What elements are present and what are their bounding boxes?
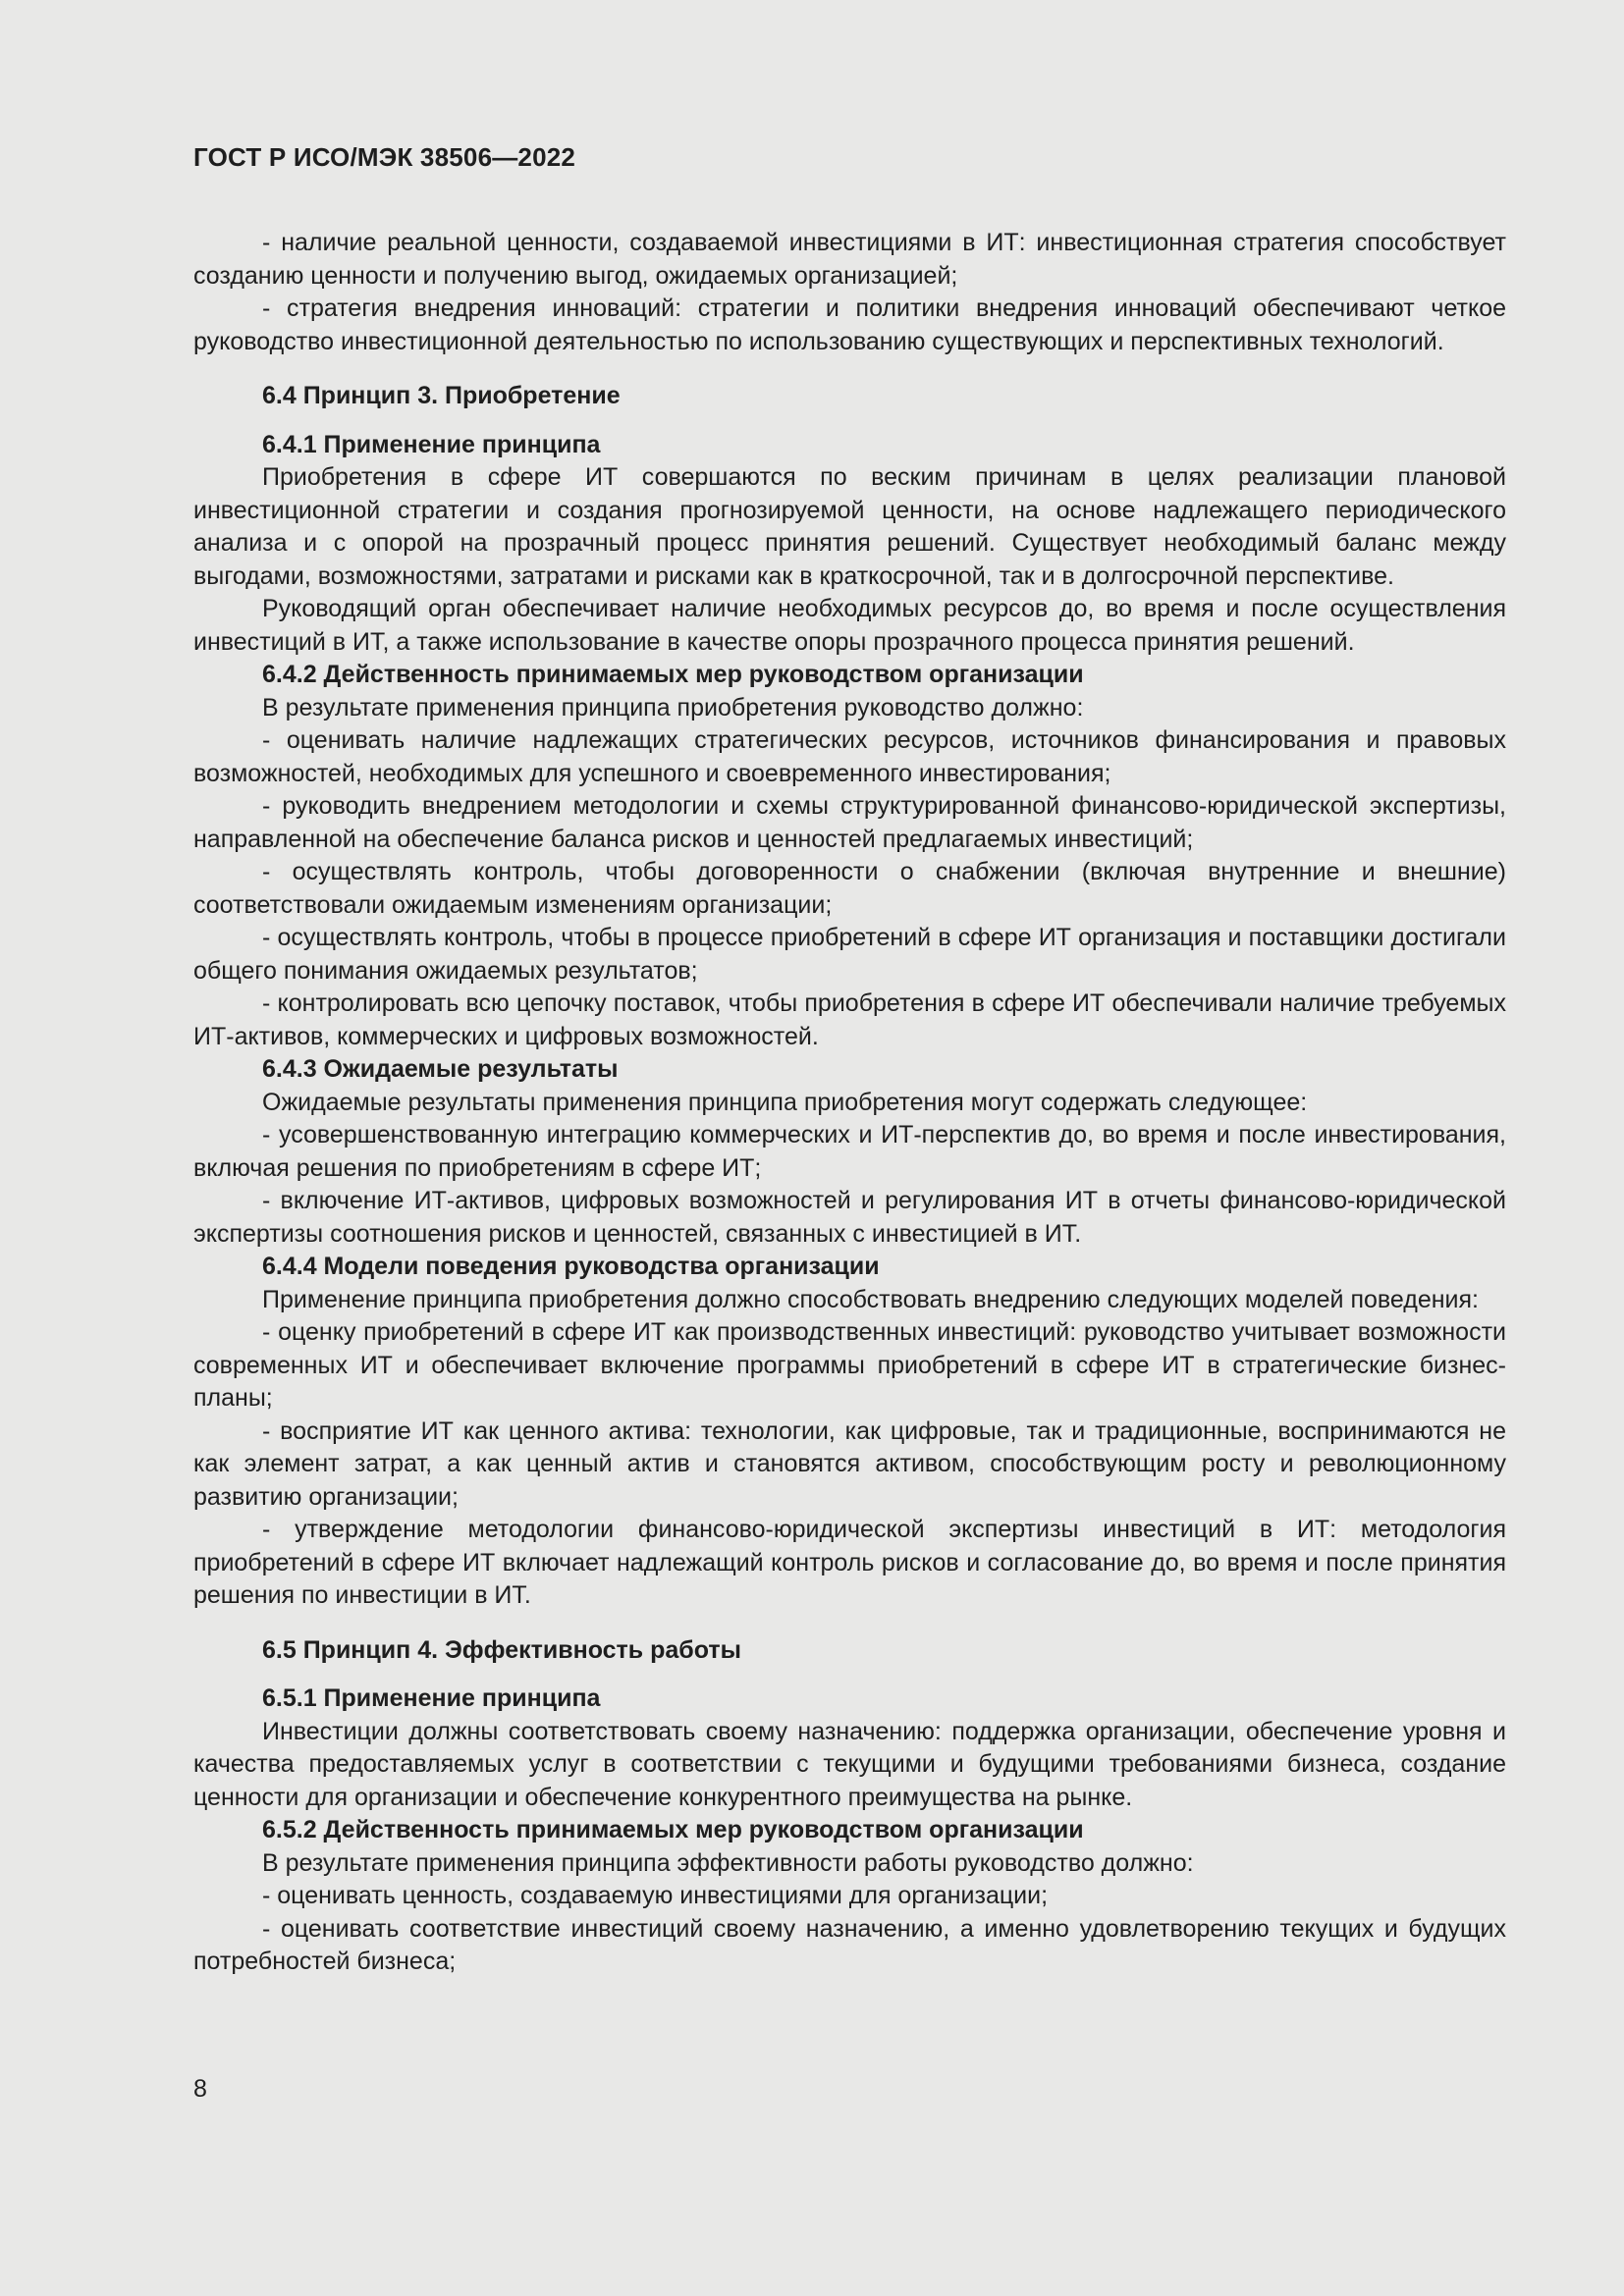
section-heading: 6.5.2 Действенность принимаемых мер руководством организации bbox=[262, 1816, 1084, 1843]
body-paragraph: - включение ИТ-активов, цифровых возможностей и регулирования ИТ в отчеты финансово-юридической экспертизы соотношения рисков и ценностей, связанных с инвестицией в ИТ. bbox=[193, 1187, 1506, 1248]
body-paragraph: - осуществлять контроль, чтобы в процессе приобретений в сфере ИТ организация и поставщики достигали общего понимания ожидаемых результатов; bbox=[193, 924, 1506, 985]
body-paragraph: - оценивать ценность, создаваемую инвестициями для организации; bbox=[262, 1882, 1049, 1909]
document-body bbox=[193, 227, 1506, 1979]
section-heading: 6.5 Принцип 4. Эффективность работы bbox=[262, 1635, 741, 1664]
body-paragraph: Ожидаемые результаты применения принципа приобретения могут содержать следующее: bbox=[262, 1088, 1308, 1116]
section-heading: 6.4.3 Ожидаемые результаты bbox=[262, 1055, 619, 1083]
body-paragraph: - стратегия внедрения инноваций: стратегии и политики внедрения инноваций обеспечивают четкое руководство инвестиционной деятельностью по использованию существующих и перспективных технологий. bbox=[193, 294, 1506, 355]
body-paragraph: Приобретения в сфере ИТ совершаются по веским причинам в целях реализации плановой инвестиционной стратегии и создания прогнозируемой ценности, на основе надлежащего периодического анализа и с опорой на прозрачный процесс принятия решений. Существует необходимый баланс между выгодами, возможностями, затратами и рисками как в краткосрочной, так и в долгосрочной перспективе. bbox=[193, 463, 1506, 590]
section-heading: 6.4 Принцип 3. Приобретение bbox=[262, 382, 621, 409]
body-paragraph: - восприятие ИТ как ценного актива: технологии, как цифровые, так и традиционные, воспринимаются не как элемент затрат, а как ценный актив и становятся активом, способствующим росту и революционному развитию организации; bbox=[193, 1416, 1506, 1511]
body-paragraph: - оценку приобретений в сфере ИТ как производственных инвестиций: руководство учитывает возможности современных ИТ и обеспечивает включение программы приобретений в сфере ИТ в стратегические бизнес-планы; bbox=[193, 1318, 1506, 1412]
document-page bbox=[193, 142, 1506, 1979]
section-heading: 6.5.1 Применение принципа bbox=[262, 1684, 601, 1712]
body-paragraph: - утверждение методологии финансово-юридической экспертизы инвестиций в ИТ: методология приобретений в сфере ИТ включает надлежащий контроль рисков и согласование до, во время и после принятия решения по инвестиции в ИТ. bbox=[193, 1516, 1506, 1609]
body-paragraph: В результате применения принципа приобретения руководство должно: bbox=[262, 693, 1084, 721]
body-paragraph: - руководить внедрением методологии и схемы структурированной финансово-юридической экспертизы, направленной на обеспечение баланса рисков и ценностей предлагаемых инвестиций; bbox=[193, 792, 1506, 853]
section-heading: 6.4.1 Применение принципа bbox=[262, 430, 601, 458]
section-heading: 6.4.4 Модели поведения руководства организации bbox=[262, 1253, 880, 1280]
body-paragraph: Применение принципа приобретения должно способствовать внедрению следующих моделей поведения: bbox=[262, 1285, 1479, 1313]
body-paragraph: - осуществлять контроль, чтобы договоренности о снабжении (включая внутренние и внешние) соответствовали ожидаемым изменениям организации; bbox=[193, 858, 1506, 919]
body-paragraph: - контролировать всю цепочку поставок, чтобы приобретения в сфере ИТ обеспечивали наличие требуемых ИТ-активов, коммерческих и цифровых возможностей. bbox=[193, 989, 1506, 1050]
body-paragraph: - наличие реальной ценности, создаваемой инвестициями в ИТ: инвестиционная стратегия способствует созданию ценности и получению выгод, ожидаемых организацией; bbox=[193, 229, 1506, 290]
document-header: ГОСТ Р ИСО/МЭК 38506—2022 bbox=[193, 142, 576, 172]
body-paragraph: Инвестиции должны соответствовать своему назначению: поддержка организации, обеспечение уровня и качества предоставляемых услуг в соответствии с текущими и будущими требованиями бизнеса, создание ценности для организации и обеспечение конкурентного преимущества на рынке. bbox=[193, 1717, 1506, 1811]
body-paragraph: В результате применения принципа эффективности работы руководство должно: bbox=[262, 1848, 1194, 1877]
section-heading: 6.4.2 Действенность принимаемых мер руководством организации bbox=[262, 661, 1084, 688]
body-paragraph: Руководящий орган обеспечивает наличие необходимых ресурсов до, во время и после осуществления инвестиций в ИТ, а также использование в качестве опоры прозрачного процесса принятия решений. bbox=[193, 595, 1506, 656]
page-number: 8 bbox=[193, 2075, 207, 2103]
body-paragraph: - усовершенствованную интеграцию коммерческих и ИТ-перспектив до, во время и после инвестирования, включая решения по приобретениям в сфере ИТ; bbox=[193, 1121, 1506, 1182]
body-paragraph: - оценивать соответствие инвестиций своему назначению, а именно удовлетворению текущих и будущих потребностей бизнеса; bbox=[193, 1914, 1506, 1975]
body-paragraph: - оценивать наличие надлежащих стратегических ресурсов, источников финансирования и правовых возможностей, необходимых для успешного и своевременного инвестирования; bbox=[193, 726, 1506, 787]
